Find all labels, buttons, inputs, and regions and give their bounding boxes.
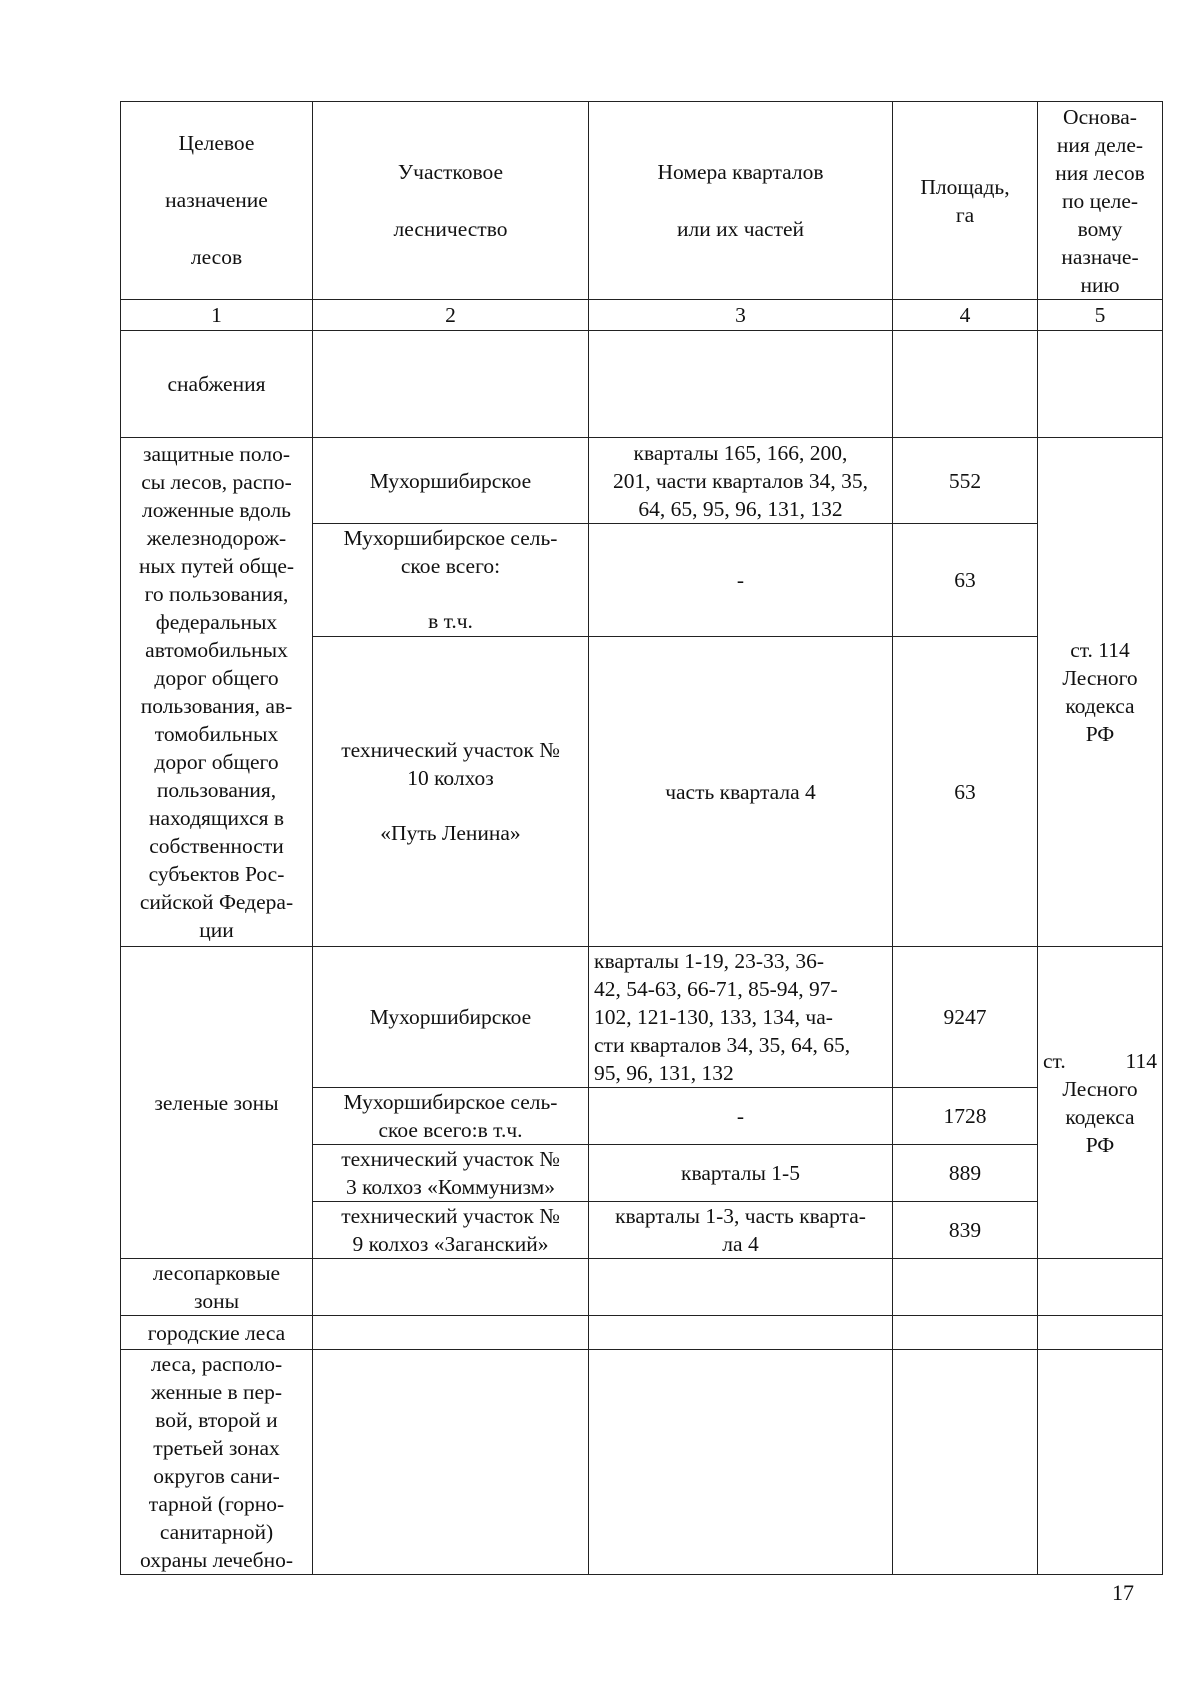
table-row xyxy=(121,1350,1163,1575)
table-row xyxy=(121,331,1163,438)
district-cell xyxy=(313,637,589,947)
district-name: Мухоршибирское сель- ское всего: xyxy=(343,526,558,578)
basis-article: ст. xyxy=(1043,1048,1066,1073)
table-header-row xyxy=(121,102,1163,300)
area-cell: 9247 xyxy=(893,947,1038,1088)
district-sub: «Путь Ленина» xyxy=(380,821,521,845)
quarters-cell: - xyxy=(589,1088,893,1145)
forest-purpose-table xyxy=(120,101,1163,1575)
column-numbers-row xyxy=(121,300,1163,331)
basis-rest: Лесного кодекса РФ xyxy=(1062,1076,1138,1157)
column-number: 4 xyxy=(893,300,1038,331)
area-cell: 552 xyxy=(893,438,1038,524)
area-cell: 1728 xyxy=(893,1088,1038,1145)
basis-cell: ст. 114 Лесного кодекса РФ xyxy=(1038,438,1163,947)
column-number: 1 xyxy=(121,300,313,331)
district-name: технический участок № 10 колхоз xyxy=(341,738,560,790)
district-cell: Мухоршибирское xyxy=(313,438,589,524)
purpose-cell: снабжения xyxy=(121,331,313,438)
quarters-cell: часть квартала 4 xyxy=(589,637,893,947)
header-quarters: Номера кварталов или их частей xyxy=(589,102,893,300)
purpose-cell: зеленые зоны xyxy=(121,947,313,1259)
header-area: Площадь, га xyxy=(893,102,1038,300)
purpose-cell: леса, располо- женные в пер- вой, второй и третьей зонах округов сани- тарной (горно- санитарной) охраны лечебно- xyxy=(121,1350,313,1575)
basis-article-number: 114 xyxy=(1125,1048,1157,1073)
column-number: 2 xyxy=(313,300,589,331)
header-basis: Основа- ния деле- ния лесов по целе- вому назначе- нию xyxy=(1038,102,1163,300)
quarters-cell: кварталы 165, 166, 200, 201, части кварталов 34, 35, 64, 65, 95, 96, 131, 132 xyxy=(589,438,893,524)
area-cell: 63 xyxy=(893,637,1038,947)
table-row xyxy=(121,947,1163,1088)
column-number: 5 xyxy=(1038,300,1163,331)
district-cell: Мухоршибирское xyxy=(313,947,589,1088)
table-row xyxy=(121,1316,1163,1350)
purpose-cell: защитные поло- сы лесов, распо- ложенные вдоль железнодорож- ных путей обще- го пользования, федеральных автомобильных дорог общего пользования, ав- томобильных дорог общего пользования, находящихся в собственности субъектов Рос- сийской Федера- ции xyxy=(121,438,313,947)
page-number: 17 xyxy=(1112,1580,1134,1605)
area-cell: 63 xyxy=(893,524,1038,637)
quarters-cell: - xyxy=(589,524,893,637)
area-cell: 889 xyxy=(893,1145,1038,1202)
purpose-cell: городские леса xyxy=(121,1316,313,1350)
header-purpose: Целевое назначение лесов xyxy=(121,102,313,300)
table-row xyxy=(121,438,1163,524)
quarters-cell: кварталы 1-5 xyxy=(589,1145,893,1202)
purpose-cell: лесопарковые зоны xyxy=(121,1259,313,1316)
quarters-cell: кварталы 1-19, 23-33, 36- 42, 54-63, 66-71, 85-94, 97- 102, 121-130, 133, 134, ча- сти кварталов 34, 35, 64, 65, 95, 96, 131, 132 xyxy=(589,947,893,1088)
district-cell: Мухоршибирское сель- ское всего:в т.ч. xyxy=(313,1088,589,1145)
district-cell: технический участок № 9 колхоз «Заганский» xyxy=(313,1202,589,1259)
table-row xyxy=(121,1259,1163,1316)
basis-cell xyxy=(1038,947,1163,1259)
column-number: 3 xyxy=(589,300,893,331)
district-sub: в т.ч. xyxy=(428,609,473,633)
basis-first-line xyxy=(1043,1047,1157,1075)
district-cell: технический участок № 3 колхоз «Коммунизм» xyxy=(313,1145,589,1202)
district-cell xyxy=(313,524,589,637)
quarters-cell: кварталы 1-3, часть кварта- ла 4 xyxy=(589,1202,893,1259)
area-cell: 839 xyxy=(893,1202,1038,1259)
header-district: Участковое лесничество xyxy=(313,102,589,300)
